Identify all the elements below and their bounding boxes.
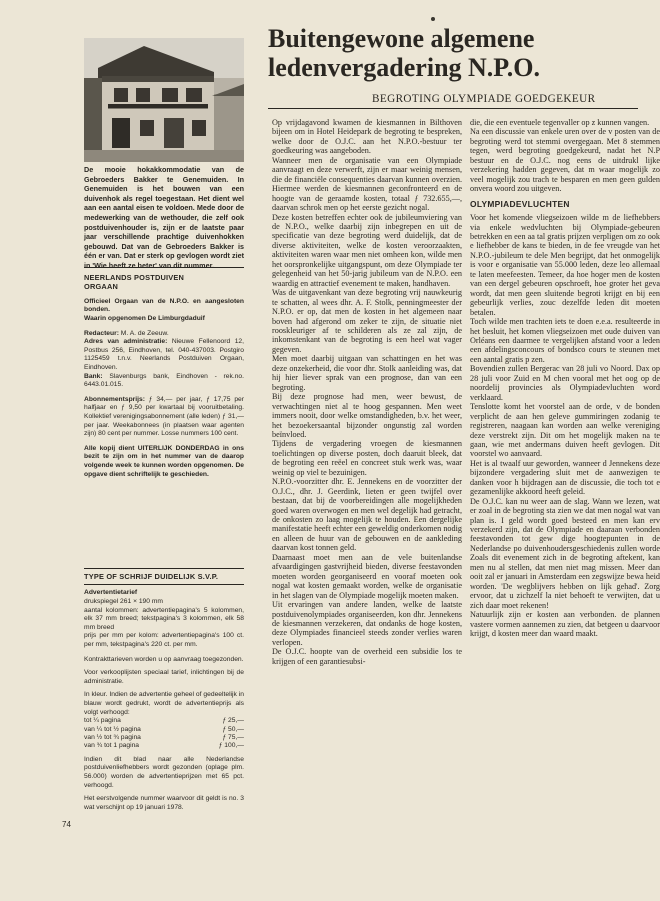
kleur-text: In kleur. Indien de advertentie geheel of gedeeltelijk in blauw wordt gedrukt, wordt de advertentieprijs als volgt verhoogd: xyxy=(84,691,244,716)
table-row xyxy=(84,726,244,734)
adres-value: Nieuwe Fellenoord 12, Postbus 256, Eindhoven, tel. 040-437003. Postgiro 1125459 t.n.v. Neerlands Postduiven Orgaan, Eindhoven. xyxy=(84,338,245,371)
adres-label: Adres van administratie: xyxy=(84,338,168,346)
paragraph: Bij deze prognose had men, weer bewust, de verwachtingen niet al te hoog gespannen. Men weet immers nooit, door welke omstandigheden, b.v. het weer, het bezoekersaantal bijzonder ongunstig zal worden beïnvloed. xyxy=(272,392,462,439)
voorkoop-text: Voor verkooplijsten speciaal tarief, inlichtingen bij de administratie. xyxy=(84,669,244,685)
price-value: ƒ 25,— xyxy=(222,717,244,725)
price-label: van ¼ tot ½ pagina xyxy=(84,725,141,733)
ink-dot xyxy=(431,17,435,21)
house-illustration xyxy=(84,38,244,162)
article-column-2 xyxy=(470,118,660,901)
paragraph: De O.J.C. hoopte van de overheid een subsidie los te krijgen of een garantiesubsi- xyxy=(272,647,462,666)
article-headline xyxy=(268,24,638,82)
paragraph: Natuurlijk zijn er kosten aan verbonden. de plannen vastere vormen aannemen zu zien, dat betgeen u daarvoor krijgt, d kosten meer dan waard maakt. xyxy=(470,610,660,639)
tarief-text: drukspiegel 261 × 190 mm aantal kolommen: advertentiepagina's 5 kolommen, elk 37 mm breed; tekstpagina's 3 kolommen, elk 58 mm breed prijs per mm per kolom: advertentiepagina's 100 ct. per mm, tekstpagina's 220 ct. per mm. xyxy=(84,598,244,648)
headline-line-1: Buitengewone algemene xyxy=(268,24,535,53)
orgaan-official: Officieel Orgaan van de N.P.O. en aangesloten bonden. xyxy=(84,297,244,314)
indien-text: Indien dit blad naar alle Nederlandse postduivenliefhebbers wordt gezonden (oplage plm. 56.000) worden de advertentieprijzen met 65 pct. verhoogd. xyxy=(84,755,244,789)
paragraph: De O.J.C. kan nu weer aan de slag. Wann we lezen, wat er zoal in de begroting sta zien we dat men nogal wat van plan is. I geld wordt goed besteed en men kan erv verzekerd zijn, dat de Olympiade en daaraan verbonden feestavonden tot gew dige hoogtepunten in de Nederlandse po duivenhoudersgeschiedenis zullen worde Zoals dit evenement zich in de begroting aftekent, kan men nu al stellen, dat men niet mag missen. Meer dan ooit zal er januari in Amsterdam een zegswijze bewa heid worden. 'De wegblijvers hebben on lijk gehad'. Zorg ervoor, dat u zichzelf la niet behoeft te verwijten, dat u zich daar moet rekenen! xyxy=(470,496,660,610)
eerst-text: Het eerstvolgende nummer waarvoor dit geldt is no. 3 wat verschijnt op 19 januari 1978. xyxy=(84,795,244,811)
headline-rule xyxy=(268,108,638,109)
redacteur-value: M. A. de Zeeuw. xyxy=(120,329,169,337)
price-table xyxy=(84,717,244,751)
bank-label: Bank: xyxy=(84,372,103,380)
headline-line-2: ledenvergadering N.P.O. xyxy=(268,53,541,82)
redacteur-label: Redacteur: xyxy=(84,329,119,337)
redacteur-line xyxy=(84,330,244,339)
orgaan-opgenomen: Waarin opgenomen De Limburgdaduif xyxy=(84,315,205,322)
kontrakt-text: Kontrakttarieven worden u op aanvraag toegezonden. xyxy=(84,655,244,663)
price-value: ƒ 75,— xyxy=(222,733,244,741)
price-value: ƒ 50,— xyxy=(222,725,244,733)
divider xyxy=(84,568,244,569)
article-column-1 xyxy=(272,118,462,666)
table-row xyxy=(84,717,244,725)
article-subhead: BEGROTING OLYMPIADE GOEDGEKEUR xyxy=(372,93,596,105)
paragraph: N.P.O.-voorzitter dhr. E. Jennekens en de voorzitter der O.J.C., dhr. J. Geerdink, lieten er geen twijfel over bestaan, dat bij de voorbereidingen alle mogelijkheden goed waren overwogen en men wel degelijk had getracht, de onkosten zo laag mogelijk te houden. Een dergelijke manifestatie heeft echter een geweldig onderkomen nodig en alleen de huur van de gebouwen en de aankleding daarvan kost tonnen geld. xyxy=(272,477,462,553)
paragraph: Het is al twaalf uur geworden, wanneer d Jennekens deze bijzondere vergadering sluit met de aanwezigen te danken voor h bijdragen aan de discussie, die toch tot e gezamenlijke akkoord heeft geleid. xyxy=(470,458,660,497)
paragraph: Wanneer men de organisatie van een Olympiade aanvraagt en deze verwerft, zijn er maar weinig mensen, die de financiële consequenties daarvan kunnen overzien. Hiermee werden de kiesmannen geconfronteerd en de hoogte van de geraamde kosten, totaal ƒ 732.655,—, daarvan schrok men op het eerste gezicht nogal. xyxy=(272,155,462,213)
divider xyxy=(84,267,244,268)
paragraph: Men moet daarbij uitgaan van schattingen en het was deze onzekerheid, die voor dhr. Stolk aanleiding was, dat hij hier liever sprak van een prognose, dan van een begroting. xyxy=(272,354,462,392)
abon-line xyxy=(84,396,244,439)
table-row xyxy=(84,742,244,750)
table-row xyxy=(84,734,244,742)
abon-value: ƒ 34,— per jaar, ƒ 17,75 per halfjaar en ƒ 9,50 per kwartaal bij vooruitbetaling. Kollektief verenigingsabonnement (alle leden) ƒ 31,— per jaar. Weekabonnees (in plaatsen waar agenten zijn) 80 cent per nummer. Losse nummers 100 cent. xyxy=(84,395,245,438)
kopij-notice: Alle kopij dient UITERLIJK DONDERDAG in ons bezit te zijn om in het nummer van de daarop volgende week te kunnen worden opgenomen. De opgave dient schriftelijk te geschieden. xyxy=(84,444,244,478)
paragraph: Was de uitgavenkant van deze begroting vrij nauwkeurig te schatten, al wees dhr. A. F. Stolk, penningmeester der N.P.O. er op, dat men de kosten in het algemeen naar boven had afgerond om zeker te zijn, de situatie niet rooskleuriger af te schilderen als ze zal zijn, de inkomstenkant van de begroting is een heel wat vager gegeven. xyxy=(272,288,462,354)
price-label: tot ¼ pagina xyxy=(84,717,121,725)
orgaan-title-2: ORGAAN xyxy=(84,282,119,292)
paragraph: Daarnaast moet men aan de vele buitenlandse afvaardigingen gastvrijheid bieden, diverse feestavonden moeten worden georganiseerd en vooraf moeten ook nogal wat kosten gemaakt worden, welke de organisatie in het slagen van de Olympiade mogelijk moeten maken. xyxy=(272,552,462,600)
orgaan-block xyxy=(84,273,244,479)
paragraph: Voor het komende vliegseizoen wilde m de liefhebbers via enkele wedvluchten bij Olympiade-gebeuren betrekken en een aa tal gratis prijzen verpligen om zo ook e liefhebber de kans te bieden, in de fee vreugde van het N.P.O.-jubileum te dele Men begrijpt, dat het onmogelijk is voor e organisatie van 55.000 leden, deze leo allemaal te laten meefeesten. Temeer, da hoe hoger men de kosten van een dergel gebeuren opschroeft, hoe groter het geva wordt, dat men geen sluitende begroti krijgt en bij een gebeurlijk verlies, zouc dezelfde leden dit moeten betalen. xyxy=(470,213,660,317)
bank-value: Slavenburgs bank, Eindhoven - rek.no. 6443.01.015. xyxy=(84,372,244,389)
paragraph: Uit ervaringen van andere landen, welke de laatste postduivenolympiades organiseerden, kon dhr. Jennekens de kiesmannen verzekeren, dat ondanks de hoge kosten, deze Olympiades financieel steeds zonder verlies waren verlopen. xyxy=(272,600,462,647)
advertentie-block xyxy=(84,572,244,812)
photo-caption: De mooie hokakkommodatie van de Gebroeders Bakker te Genemuiden. In Genemuiden is het bouwen van een duivenhok als regel toegestaan. Het dient wel aan een aantal eisen te voldoen. Mede door de medewerking van de wethouder, die zelf ook postduivenhouder is, zijn er de laatste paar jaar verschillende prachtige duivenhokken gebouwd. Dat van de Gebroeders Bakker is één er van. Dat er sterk op gevlogen wordt ziet in 'Wie heeft ze beter' van dit nummer. xyxy=(84,165,244,270)
price-value: ƒ 100,— xyxy=(218,742,244,750)
divider xyxy=(84,584,244,585)
paragraph: Deze kosten betreffen echter ook de jubileumviering van de N.P.O., welke daarbij zijn inbegrepen en uit de specificatie van deze begroting werd duidelijk, dat de diverse aktiviteiten, welke de kosten veroorzaakten, aktiviteiten waren waar men niet omheen kon, wilde men het oorspronkelijke uitgangspunt, om deze Olympiade ter gelegenheid van het 50-jarig jubileum van de N.P.O. een waardig en attractief evenement te maken, handhaven. xyxy=(272,212,462,288)
paragraph: Op vrijdagavond kwamen de kiesmannen in Bilthoven bijeen om in Hotel Heidepark de begroting te bespreken, welke door de O.J.C. aan het N.P.O.-bestuur ter goedkeuring was aangeboden. xyxy=(272,118,462,156)
paragraph: Bovendien zullen Bergerac van 28 juli vo Noord. Dax op 28 juli voor Zuid en M chen vooral met het oog op de noordelij provincies als Olympiadevluchten word verklaard. xyxy=(470,364,660,402)
house-photo xyxy=(84,38,244,162)
price-label: van ¾ tot 1 pagina xyxy=(84,742,140,750)
price-label: van ½ tot ¾ pagina xyxy=(84,733,141,741)
schrift-title: TYPE OF SCHRIJF DUIDELIJK S.V.P. xyxy=(84,572,219,581)
paragraph: Na een discussie van enkele uren over de v posten van de begroting werd tot stemmi overgegaan. Met 8 stemmen tegen, werd begroting goedgekeurd, nadat het N.P bestuur en de O.J.C. nog eens de uitdrukl lijke verzekering hadden gegeven, dat m waar mogelijk zo veel mogelijk zou trach te besparen en men geen gulden onvera woord zou uitgeven. xyxy=(470,127,660,194)
paragraph: die, die een eventuele tegenvaller op z kunnen vangen. xyxy=(470,118,650,127)
bank-line xyxy=(84,373,244,390)
paragraph: Tenslotte komt het voorstel aan de orde, v de bonden verplicht de aan hen geleve gummiringen zodanig te registreren, naagaan kan worden aan welke vereniging deze verstrekt zijn. Dit om het mogelijk maken na te gaan, wie met andermans duiven heeft gevlogen. Dit voorstel wo aanvaard. xyxy=(470,402,660,459)
abon-label: Abonnementsprijs: xyxy=(84,395,145,403)
paragraph: Tijdens de vergadering vroegen de kiesmannen toelichtingen op diverse posten, doch daaruit bleek, dat de begroting een reëel en concreet stuk werk was, waar weinig op viel te bezuinigen. xyxy=(272,439,462,477)
section-heading: OLYMPIADEVLUCHTEN xyxy=(470,198,570,209)
adres-line xyxy=(84,338,244,372)
orgaan-title-1: NEERLANDS POSTDUIVEN xyxy=(84,273,185,282)
paragraph: Toch wilde men trachten iets te doen e.e.a. resulteerde in het besluit, het komen vliegseizoen met oude duiven van Orléans een daarmee te vergelijken afstand voor a leden een afdelingsconcours of bondsco cours te steunen met een aantal gratis p zen. xyxy=(470,317,660,364)
page-number: 74 xyxy=(62,820,71,829)
tarief-title: Advertentietarief xyxy=(84,589,138,597)
